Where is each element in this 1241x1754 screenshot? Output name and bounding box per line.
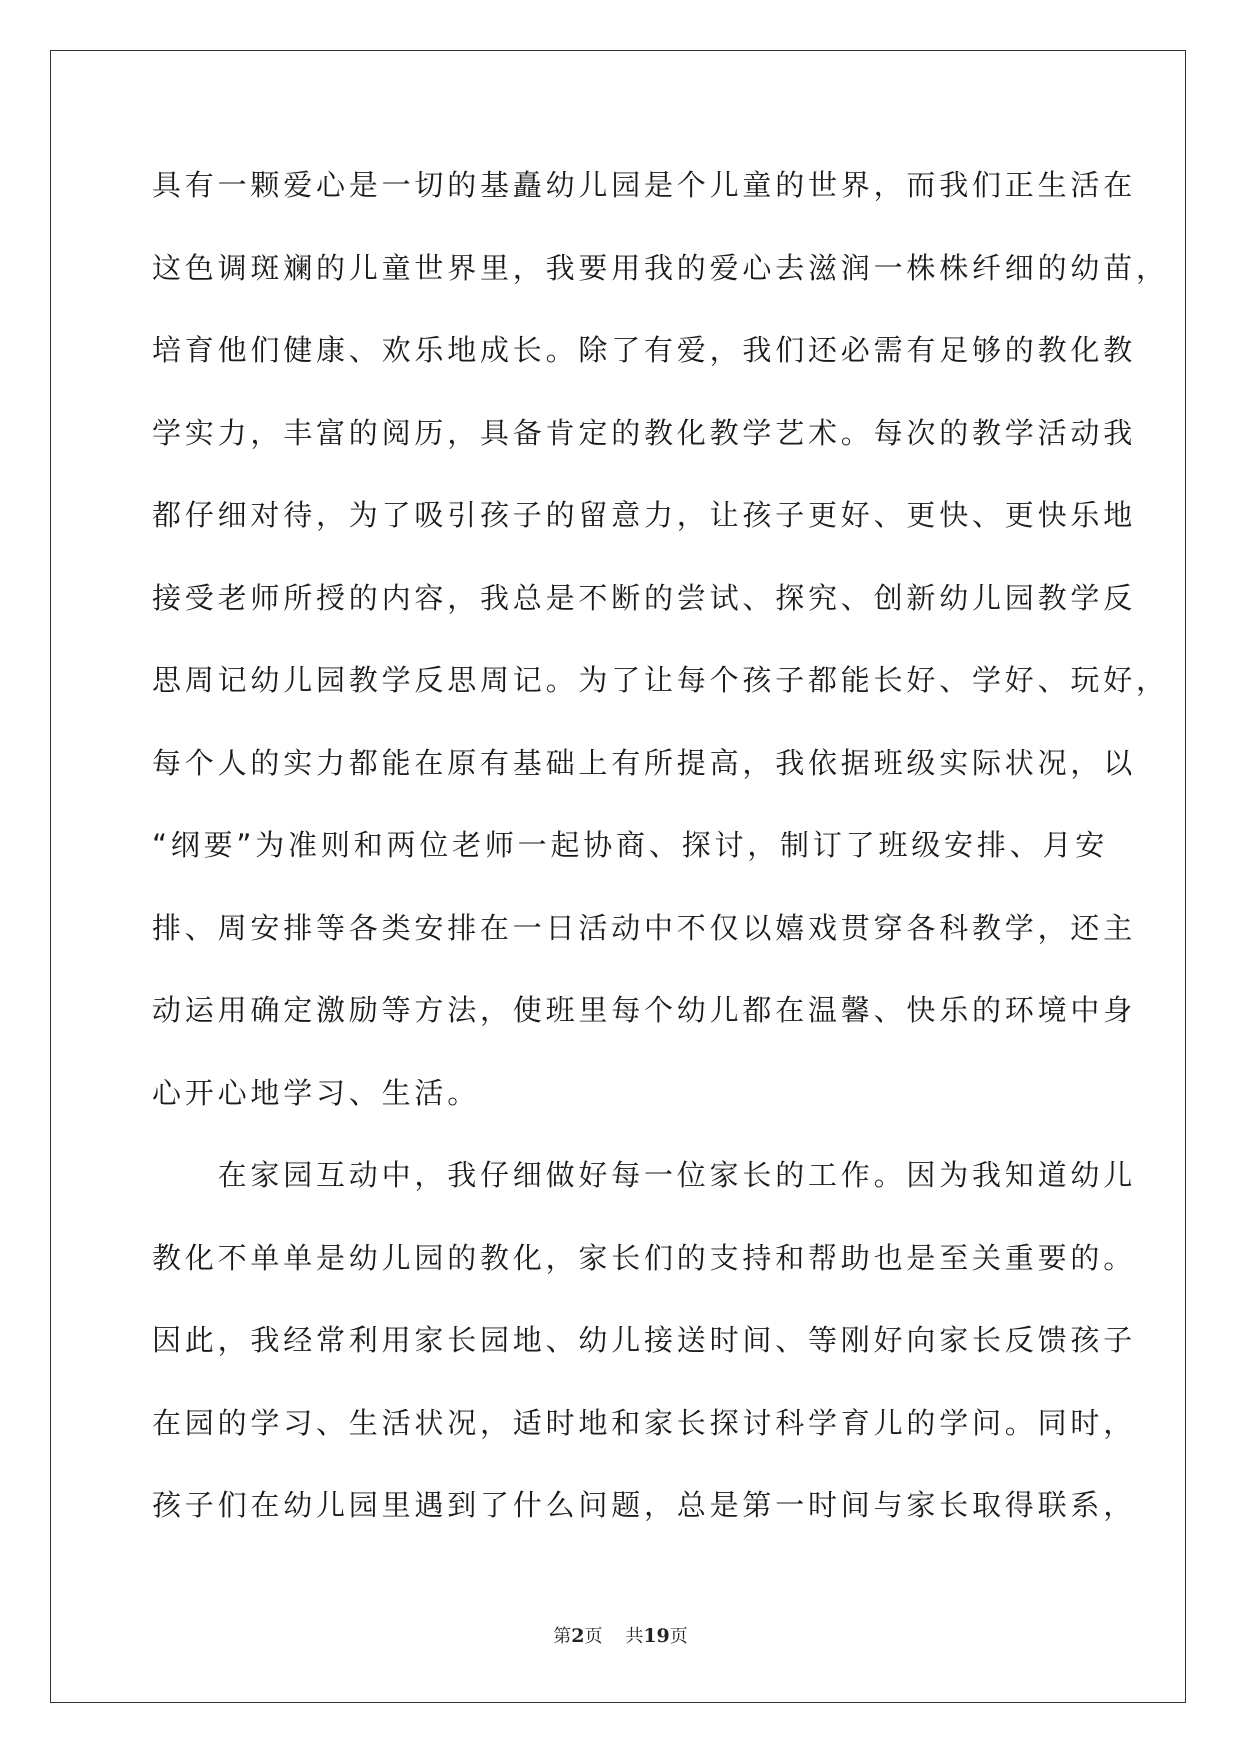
text-line: 排、周安排等各类安排在一日活动中不仅以嬉戏贯穿各科教学，还主: [152, 910, 1137, 945]
text-line: 心开心地学习、生活。: [152, 1075, 481, 1110]
text-line: 这色调斑斓的儿童世界里，我要用我的爱心去滋润一株株纤细的幼苗，: [152, 250, 1169, 285]
total-prefix: 共: [625, 1626, 644, 1647]
text-line: 学实力，丰富的阅历，具备肯定的教化教学艺术。每次的教学活动我: [152, 415, 1137, 450]
text-line: 因此，我经常利用家长园地、幼儿接送时间、等刚好向家长反馈孩子: [152, 1323, 1137, 1357]
text-line: 在园的学习、生活状况，适时地和家长探讨科学育儿的学问。同时，: [152, 1405, 1137, 1440]
total-pages: 19: [643, 1625, 670, 1647]
text-line: 在家园互动中，我仔细做好每一位家长的工作。因为我知道幼儿: [152, 1158, 1137, 1192]
page-prefix: 第: [553, 1626, 572, 1647]
text-line: 教化不单单是幼儿园的教化，家长们的支持和帮助也是至关重要的。: [152, 1240, 1137, 1275]
page-unit: 页: [584, 1626, 603, 1647]
text-line: 动运用确定激励等方法，使班里每个幼儿都在温馨、快乐的环境中身: [152, 993, 1137, 1027]
total-unit: 页: [669, 1626, 688, 1647]
text-line: 每个人的实力都能在原有基础上有所提高，我依据班级实际状况，以: [152, 745, 1137, 780]
page-number: 2: [571, 1625, 585, 1647]
text-line: 孩子们在幼儿园里遇到了什么问题，总是第一时间与家长取得联系，: [152, 1488, 1137, 1522]
text-line: 培育他们健康、欢乐地成长。除了有爱，我们还必需有足够的教化教: [152, 333, 1137, 367]
text-line: 具有一颗爱心是一切的基矗幼儿园是个儿童的世界，而我们正生活在: [152, 168, 1137, 202]
document-body: [152, 160, 1169, 1563]
text-line: “纲要”为准则和两位老师一起协商、探讨，制订了班级安排、月安: [152, 828, 1109, 862]
text-line: 思周记幼儿园教学反思周记。为了让每个孩子都能长好、学好、玩好，: [152, 663, 1169, 697]
text-line: 接受老师所授的内容，我总是不断的尝试、探究、创新幼儿园教学反: [152, 580, 1137, 615]
text-line: 都仔细对待，为了吸引孩子的留意力，让孩子更好、更快、更快乐地: [152, 498, 1137, 532]
page-footer: [0, 1622, 1241, 1648]
